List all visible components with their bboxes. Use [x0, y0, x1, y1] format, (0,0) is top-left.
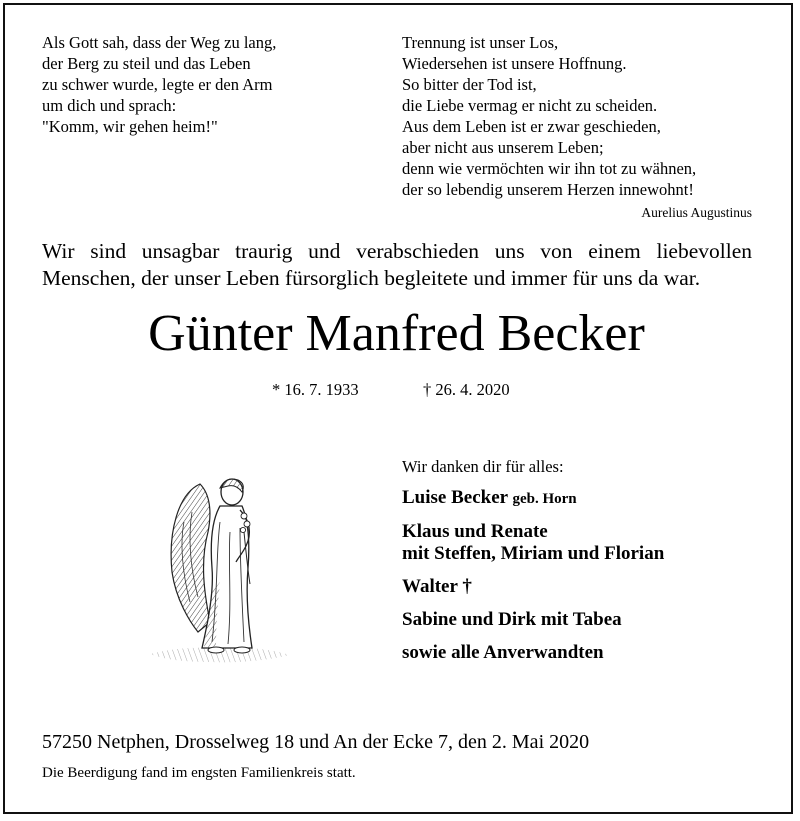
poem-author: Aurelius Augustinus	[641, 205, 752, 220]
mourner-name: Luise Becker	[402, 487, 508, 508]
poem-line: aber nicht aus unserem Leben;	[402, 138, 604, 157]
poem-line: Aus dem Leben ist er zwar geschieden,	[402, 117, 661, 136]
mourner-klaus-children: mit Steffen, Miriam und Florian	[402, 543, 665, 564]
poem-line: die Liebe vermag er nicht zu scheiden.	[402, 96, 658, 115]
poem-right	[402, 32, 762, 223]
poem-line: Wiedersehen ist unsere Hoffnung.	[402, 54, 627, 73]
poem-line: der so lebendig unserem Herzen innewohnt!	[402, 180, 694, 199]
mourner-walter: Walter †	[402, 576, 472, 597]
poem-line: "Komm, wir gehen heim!"	[42, 117, 218, 136]
angel-illustration-icon	[150, 472, 290, 668]
mourner-sabine: Sabine und Dirk mit Tabea	[402, 609, 622, 630]
mourner-maiden-name: geb. Horn	[512, 491, 577, 507]
poem-line: zu schwer wurde, legte er den Arm	[42, 75, 273, 94]
poem-line: um dich und sprach:	[42, 96, 177, 115]
birth-date: * 16. 7. 1933	[272, 380, 359, 399]
poem-line: Als Gott sah, dass der Weg zu lang,	[42, 33, 277, 52]
death-date: † 26. 4. 2020	[423, 380, 510, 399]
funeral-note: Die Beerdigung fand im engsten Familienkreis statt.	[42, 765, 356, 781]
thanks-line: Wir danken dir für alles:	[402, 457, 564, 476]
poem-line: So bitter der Tod ist,	[402, 75, 537, 94]
mourner-klaus: Klaus und Renate	[402, 521, 548, 542]
poem-left	[42, 32, 362, 137]
mourners-list	[402, 487, 782, 675]
intro-text: Wir sind unsagbar traurig und verabschieden uns von einem liebevollen Menschen, der unser Leben fürsorglich begleitete und immer für uns da war.	[42, 239, 752, 290]
mourner-luise	[402, 487, 782, 510]
deceased-name: Günter Manfred Becker	[148, 305, 645, 362]
mourner-others: sowie alle Anverwandten	[402, 642, 604, 663]
poem-line: Trennung ist unser Los,	[402, 33, 559, 52]
address-line: 57250 Netphen, Drosselweg 18 und An der Ecke 7, den 2. Mai 2020	[42, 731, 590, 753]
poem-line: denn wie vermöchten wir ihn tot zu wähnen,	[402, 159, 697, 178]
poem-line: der Berg zu steil und das Leben	[42, 54, 251, 73]
